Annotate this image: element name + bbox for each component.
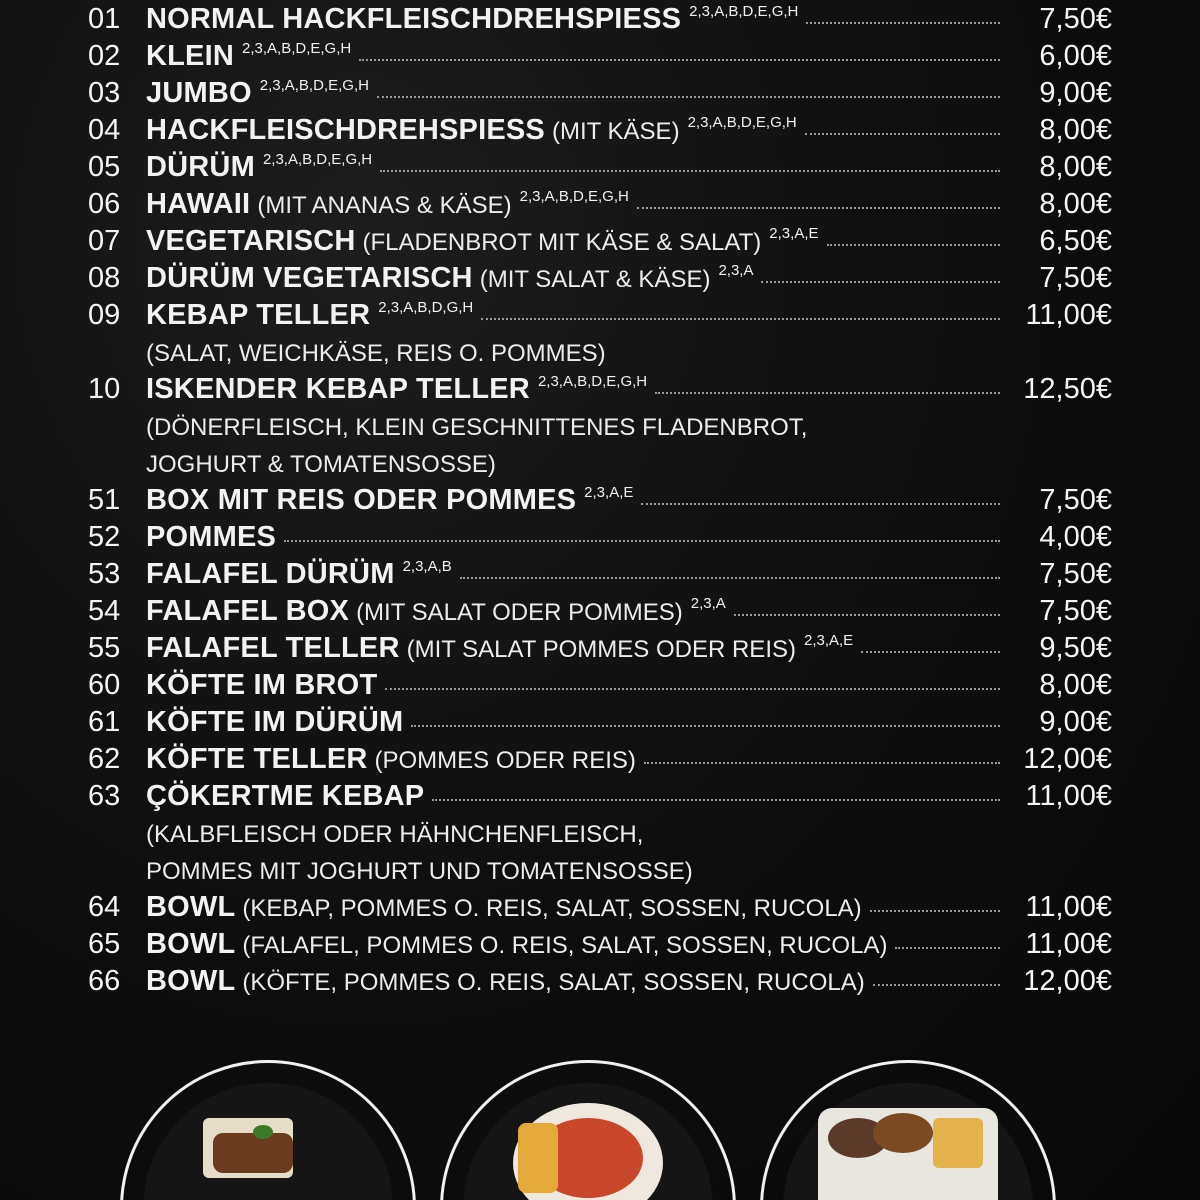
item-subdescription: POMMES MIT JOGHURT UND TOMATENSOSSE) bbox=[146, 858, 693, 885]
item-number: 63 bbox=[88, 780, 121, 812]
item-name: BOWL bbox=[146, 965, 236, 997]
dot-leader bbox=[359, 59, 1000, 61]
item-name: BOWL bbox=[146, 891, 236, 923]
item-price: 8,00€ bbox=[1039, 188, 1112, 220]
item-name: BOWL bbox=[146, 928, 236, 960]
dot-leader bbox=[873, 984, 1000, 986]
item-price: 9,50€ bbox=[1039, 632, 1112, 664]
item-subdescription: JOGHURT & TOMATENSOSSE) bbox=[146, 451, 496, 478]
item-name: FALAFEL BOX bbox=[146, 595, 350, 627]
item-subdescription: (DÖNERFLEISCH, KLEIN GESCHNITTENES FLADENBROT, bbox=[146, 414, 808, 441]
item-price: 11,00€ bbox=[1025, 780, 1112, 812]
item-name: HACKFLEISCHDREHSPIESS bbox=[146, 114, 545, 146]
dot-leader bbox=[644, 762, 1000, 764]
item-main bbox=[146, 593, 1000, 630]
item-main bbox=[146, 260, 1000, 297]
item-number: 51 bbox=[88, 484, 121, 516]
item-allergens: 2,3,A bbox=[690, 595, 726, 612]
item-name: BOX MIT REIS ODER POMMES bbox=[146, 484, 577, 516]
item-number: 62 bbox=[88, 743, 121, 775]
menu-item bbox=[88, 38, 1112, 75]
item-name: HAWAII bbox=[146, 188, 251, 220]
item-number: 64 bbox=[88, 891, 121, 923]
item-main bbox=[146, 519, 1000, 556]
item-allergens: 2,3,A,E bbox=[584, 484, 634, 501]
menu-item bbox=[88, 482, 1112, 519]
food-photo-teller bbox=[760, 1060, 1056, 1200]
item-name: VEGETARISCH bbox=[146, 225, 356, 257]
menu-item bbox=[88, 260, 1112, 297]
item-allergens: 2,3,A,B bbox=[402, 558, 452, 575]
item-allergens: 2,3,A,B,D,E,G,H bbox=[262, 151, 373, 168]
item-description: (FLADENBROT MIT KÄSE & SALAT) bbox=[362, 229, 762, 256]
item-description: (KEBAP, POMMES O. REIS, SALAT, SOSSEN, RUCOLA) bbox=[242, 895, 862, 922]
menu-item bbox=[88, 112, 1112, 149]
item-number: 08 bbox=[88, 262, 121, 294]
item-name: KÖFTE TELLER bbox=[146, 743, 368, 775]
item-allergens: 2,3,A,B,D,E,G,H bbox=[537, 373, 648, 390]
item-price: 7,50€ bbox=[1039, 595, 1112, 627]
dot-leader bbox=[637, 207, 1000, 209]
dot-leader bbox=[411, 725, 1000, 727]
dot-leader bbox=[377, 96, 1000, 98]
item-main bbox=[146, 889, 1000, 926]
item-number: 65 bbox=[88, 928, 121, 960]
menu-item bbox=[88, 223, 1112, 260]
item-main bbox=[146, 186, 1000, 223]
dot-leader bbox=[870, 910, 1000, 912]
menu-item bbox=[88, 963, 1112, 1000]
dot-leader bbox=[380, 170, 1000, 172]
item-main bbox=[146, 371, 1000, 408]
dot-leader bbox=[861, 651, 1000, 653]
item-number: 05 bbox=[88, 151, 121, 183]
dot-leader bbox=[432, 799, 1000, 801]
item-main bbox=[146, 297, 1000, 334]
item-main bbox=[146, 926, 1000, 963]
item-price: 6,50€ bbox=[1039, 225, 1112, 257]
item-subdescription: (KALBFLEISCH ODER HÄHNCHENFLEISCH, bbox=[146, 821, 644, 848]
dot-leader bbox=[481, 318, 1000, 320]
item-main bbox=[146, 482, 1000, 519]
menu-item bbox=[88, 297, 1112, 334]
food-photo-plate bbox=[440, 1060, 736, 1200]
item-number: 09 bbox=[88, 299, 121, 331]
item-allergens: 2,3,A,E bbox=[803, 632, 854, 649]
menu-item bbox=[88, 741, 1112, 778]
item-name: KLEIN bbox=[146, 40, 234, 72]
item-name: POMMES bbox=[146, 521, 277, 553]
item-price: 9,00€ bbox=[1039, 706, 1112, 738]
item-main bbox=[146, 667, 1000, 704]
menu-item bbox=[88, 556, 1112, 593]
food-photos bbox=[0, 1050, 1200, 1200]
item-main bbox=[146, 75, 1000, 112]
item-price: 7,50€ bbox=[1039, 484, 1112, 516]
menu-item bbox=[88, 667, 1112, 704]
dot-leader bbox=[460, 577, 1000, 579]
dot-leader bbox=[805, 133, 1000, 135]
item-number: 01 bbox=[88, 3, 121, 35]
item-price: 11,00€ bbox=[1025, 928, 1112, 960]
item-number: 10 bbox=[88, 373, 121, 405]
item-name: DÜRÜM bbox=[146, 151, 255, 183]
item-price: 8,00€ bbox=[1039, 669, 1112, 701]
menu-item bbox=[88, 593, 1112, 630]
item-name: FALAFEL DÜRÜM bbox=[146, 558, 395, 590]
item-main bbox=[146, 741, 1000, 778]
item-allergens: 2,3,A,E bbox=[769, 225, 819, 242]
item-allergens: 2,3,A,B,D,E,G,H bbox=[519, 188, 629, 205]
menu-item bbox=[88, 186, 1112, 223]
item-price: 4,00€ bbox=[1039, 521, 1112, 553]
item-price: 7,50€ bbox=[1039, 262, 1112, 294]
item-name: ÇÖKERTME KEBAP bbox=[146, 780, 425, 812]
menu-item bbox=[88, 704, 1112, 741]
item-allergens: 2,3,A bbox=[718, 262, 754, 279]
item-name: NORMAL HACKFLEISCHDREHSPIESS bbox=[146, 3, 682, 35]
item-description: (POMMES ODER REIS) bbox=[374, 747, 636, 774]
dot-leader bbox=[827, 244, 1001, 246]
item-price: 8,00€ bbox=[1039, 151, 1112, 183]
menu-item bbox=[88, 926, 1112, 963]
item-description: (MIT SALAT POMMES ODER REIS) bbox=[406, 636, 796, 663]
menu-item bbox=[88, 778, 1112, 815]
item-description: (MIT SALAT & KÄSE) bbox=[479, 266, 711, 293]
menu-item bbox=[88, 630, 1112, 667]
item-main bbox=[146, 223, 1000, 260]
item-name: KEBAP TELLER bbox=[146, 299, 371, 331]
item-main bbox=[146, 963, 1000, 1000]
dot-leader bbox=[895, 947, 1000, 949]
item-number: 55 bbox=[88, 632, 121, 664]
item-subdescription: (SALAT, WEICHKÄSE, REIS O. POMMES) bbox=[146, 340, 606, 367]
item-price: 12,50€ bbox=[1023, 373, 1112, 405]
food-photo-box bbox=[120, 1060, 416, 1200]
item-description: (MIT SALAT ODER POMMES) bbox=[356, 599, 683, 626]
item-price: 8,00€ bbox=[1039, 114, 1112, 146]
item-price: 6,00€ bbox=[1039, 40, 1112, 72]
item-name: KÖFTE IM DÜRÜM bbox=[146, 706, 404, 738]
item-price: 12,00€ bbox=[1023, 743, 1112, 775]
item-price: 7,50€ bbox=[1039, 3, 1112, 35]
item-description: (FALAFEL, POMMES O. REIS, SALAT, SOSSEN, RUCOLA) bbox=[242, 932, 888, 959]
dot-leader bbox=[734, 614, 1000, 616]
item-allergens: 2,3,A,B,D,E,G,H bbox=[242, 40, 352, 57]
item-number: 61 bbox=[88, 706, 121, 738]
item-main bbox=[146, 704, 1000, 741]
menu-item bbox=[88, 75, 1112, 112]
item-name: JUMBO bbox=[146, 77, 252, 109]
item-description: (KÖFTE, POMMES O. REIS, SALAT, SOSSEN, RUCOLA) bbox=[242, 969, 865, 996]
item-number: 02 bbox=[88, 40, 121, 72]
item-number: 03 bbox=[88, 77, 121, 109]
dot-leader bbox=[385, 688, 1000, 690]
item-description: (MIT ANANAS & KÄSE) bbox=[257, 192, 512, 219]
item-number: 54 bbox=[88, 595, 121, 627]
dot-leader bbox=[641, 503, 1000, 505]
menu-item bbox=[88, 889, 1112, 926]
menu-item bbox=[88, 519, 1112, 556]
item-main bbox=[146, 630, 1000, 667]
item-price: 9,00€ bbox=[1039, 77, 1112, 109]
dot-leader bbox=[284, 540, 1000, 542]
dot-leader bbox=[761, 281, 1000, 283]
item-number: 04 bbox=[88, 114, 121, 146]
item-number: 06 bbox=[88, 188, 121, 220]
item-name: DÜRÜM VEGETARISCH bbox=[146, 262, 473, 294]
item-price: 12,00€ bbox=[1023, 965, 1112, 997]
item-number: 66 bbox=[88, 965, 121, 997]
item-number: 52 bbox=[88, 521, 121, 553]
item-number: 07 bbox=[88, 225, 121, 257]
item-number: 53 bbox=[88, 558, 121, 590]
item-allergens: 2,3,A,B,D,E,G,H bbox=[689, 3, 799, 20]
item-main bbox=[146, 556, 1000, 593]
item-name: ISKENDER KEBAP TELLER bbox=[146, 373, 530, 405]
item-allergens: 2,3,A,B,D,E,G,H bbox=[687, 114, 797, 131]
item-main bbox=[146, 778, 1000, 815]
item-allergens: 2,3,A,B,D,E,G,H bbox=[259, 77, 369, 94]
dot-leader bbox=[806, 22, 1000, 24]
item-number: 60 bbox=[88, 669, 121, 701]
item-price: 11,00€ bbox=[1025, 891, 1112, 923]
item-name: KÖFTE IM BROT bbox=[146, 669, 378, 701]
item-price: 11,00€ bbox=[1025, 299, 1112, 331]
dot-leader bbox=[655, 392, 1000, 394]
item-allergens: 2,3,A,B,D,G,H bbox=[378, 299, 474, 316]
item-price: 7,50€ bbox=[1039, 558, 1112, 590]
item-description: (MIT KÄSE) bbox=[551, 118, 680, 145]
item-name: FALAFEL TELLER bbox=[146, 632, 400, 664]
menu-item bbox=[88, 371, 1112, 408]
